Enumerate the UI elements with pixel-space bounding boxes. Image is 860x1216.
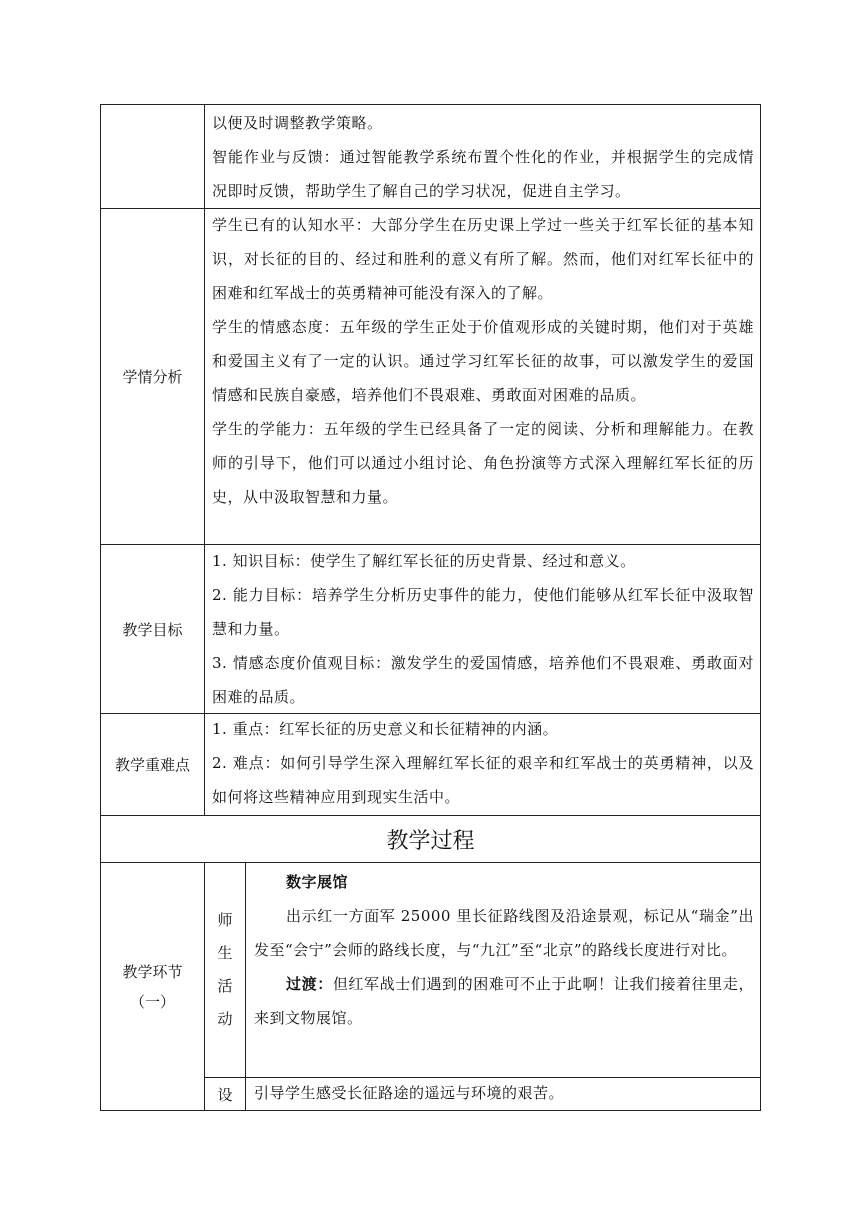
design-text [254,1077,754,1110]
activity-label-char: 生 [217,944,233,962]
table-border-right [760,104,761,1111]
row-label-xueqing: 学情分析 [122,368,183,386]
row-top-content [212,106,754,208]
paragraph: 1. 重点：红军长征的历史意义和长征精神的内涵。 [212,720,559,738]
paragraph: 2. 能力目标：培养学生分析历史事件的能力，使他们能够从红军长征中汲取智慧和力量。 [212,586,754,638]
row-line-bottom [100,1110,761,1111]
row-content-mubiao [212,544,754,714]
paragraph: 以便及时调整教学策略。 [212,114,383,132]
activity-content [254,865,754,1035]
paragraph: 学生已有的认知水平：大部分学生在历史课上学过一些关于红军长征的基本知识，对长征的目的、经过和胜利的意义有所了解。然而，他们对红军长征中的困难和红军战士的英勇精神可能没有深入的了解。 [212,216,754,302]
row-content-zhongnan [212,712,754,814]
row-content-xueqing [212,208,754,514]
activity-body: 出示红一方面军 25000 里长征路线图及沿途景观，标记从“瑞金”出发至“会宁”会师的路线长度，与“九江”至“北京”的路线长度进行对比。 [254,907,754,959]
activity-label-char: 师 [217,911,233,929]
row-label-huanjie [101,863,204,1110]
paragraph: 智能作业与反馈：通过智能教学系统布置个性化的作业，并根据学生的完成情况即时反馈，帮助学生了解自己的学习状况，促进自主学习。 [212,148,754,200]
design-text-content: 引导学生感受长征路途的遥远与环境的艰苦。 [254,1084,565,1102]
activity-label [205,904,245,1036]
transition-paragraph [254,967,754,1035]
row-label-mubiao: 教学目标 [122,620,183,639]
column-divider [204,104,205,815]
transition-text: 但红军战士们遇到的困难可不止于此啊！让我们接着往里走，来到文物展馆。 [254,975,754,1027]
section-title: 教学过程 [386,828,475,854]
huanjie-label-line1: 教学环节 [122,962,183,981]
paragraph: 1. 知识目标：使学生了解红军长征的历史背景、经过和意义。 [212,552,636,570]
transition-label: 过渡： [286,975,333,993]
row-label-zhongnan: 教学重难点 [114,756,190,774]
activity-heading: 数字展馆 [286,873,349,891]
paragraph: 学生的情感态度：五年级的学生正处于价值观形成的关键时期，他们对于英雄和爱国主义有了一定的认识。通过学习红军长征的故事，可以激发学生的爱国情感和民族自豪感，培养他们不畏艰难、勇敢面对困难的品质。 [212,318,754,404]
paragraph: 3. 情感态度价值观目标：激发学生的爱国情感，培养他们不畏艰难、勇敢面对困难的品质。 [212,654,754,706]
design-label: 设 [217,1085,233,1104]
paragraph: 学生的学能力：五年级的学生已经具备了一定的阅读、分析和理解能力。在教师的引导下，他们可以通过小组讨论、角色扮演等方式深入理解红军长征的历史，从中汲取智慧和力量。 [212,420,754,506]
row-line-top [100,104,761,105]
activity-label-char: 活 [217,977,233,995]
huanjie-label-line2: （一） [129,992,175,1011]
activity-label-char: 动 [217,1010,233,1028]
paragraph: 2. 难点：如何引导学生深入理解红军长征的艰辛和红军战士的英勇精神，以及如何将这些精神应用到现实生活中。 [212,754,754,806]
subcolumn-divider [245,862,246,1111]
